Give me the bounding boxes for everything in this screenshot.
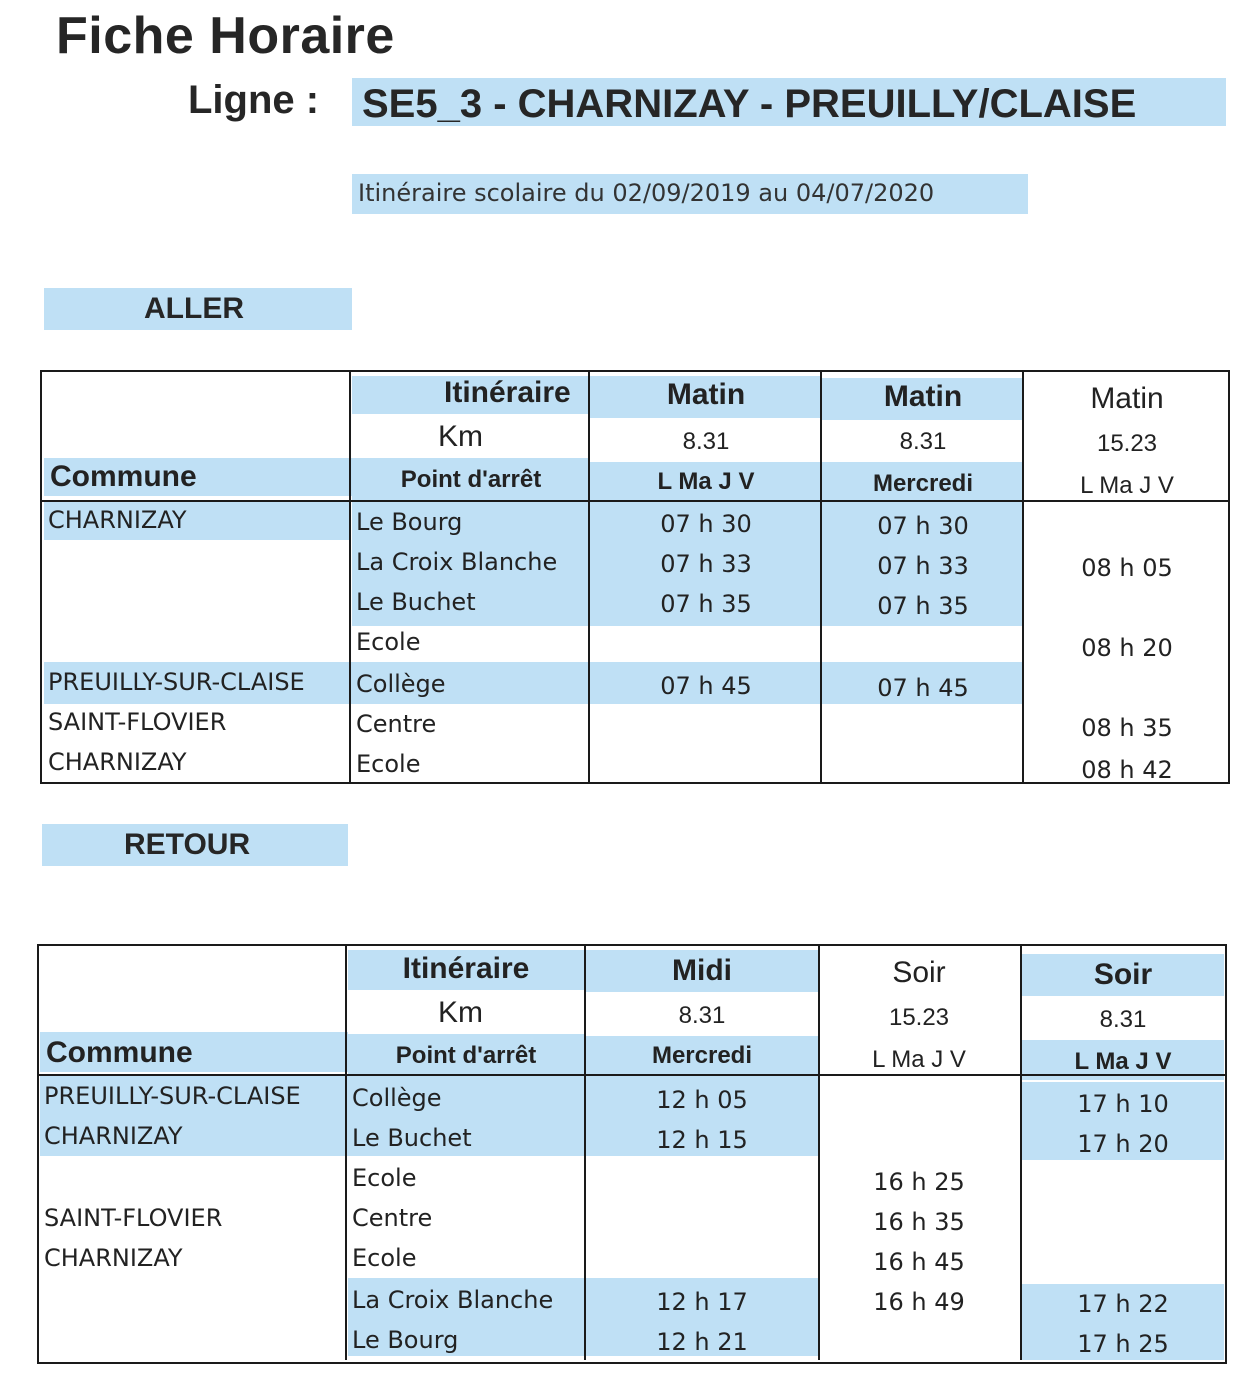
retour-service-2-days: L Ma J V — [872, 1046, 966, 1073]
retour-row-5-time-2: 16 h 45 — [873, 1248, 965, 1276]
aller-row-1-stop: Le Bourg — [356, 508, 463, 536]
section-aller-label: ALLER — [44, 288, 352, 330]
retour-row-4-stop: Centre — [352, 1204, 433, 1232]
aller-header-rule — [40, 500, 1230, 502]
retour-row-5-commune: CHARNIZAY — [44, 1244, 183, 1272]
page-title: Fiche Horaire — [56, 7, 395, 65]
retour-service-3-km: 8.31 — [1099, 1006, 1147, 1033]
aller-row-4-stop: Ecole — [356, 628, 421, 656]
retour-row-2-time-3: 17 h 20 — [1077, 1130, 1169, 1158]
aller-row-2-stop: La Croix Blanche — [356, 548, 558, 576]
aller-row-3-time-2: 07 h 35 — [877, 592, 969, 620]
aller-row-1-time-2: 07 h 30 — [877, 512, 969, 540]
retour-service-3-label: Soir — [1093, 958, 1153, 991]
aller-service-2-days: Mercredi — [872, 470, 974, 497]
retour-row-6-stop: La Croix Blanche — [352, 1286, 554, 1314]
retour-row-1-time-1: 12 h 05 — [656, 1086, 748, 1114]
retour-service-2-km: 15.23 — [888, 1004, 950, 1031]
retour-row-6-time-2: 16 h 49 — [873, 1288, 965, 1316]
aller-col-itineraire: Itinéraire — [444, 376, 571, 409]
aller-row-1-commune: CHARNIZAY — [48, 506, 187, 534]
section-retour-label: RETOUR — [42, 824, 348, 866]
aller-service-2-label: Matin — [883, 380, 963, 413]
aller-row-3-time-1: 07 h 35 — [660, 590, 752, 618]
aller-service-3-days: L Ma J V — [1080, 472, 1174, 499]
aller-service-1-km: 8.31 — [682, 428, 730, 455]
retour-col-km: Km — [438, 996, 483, 1029]
retour-row-3-stop: Ecole — [352, 1164, 417, 1192]
retour-row-2-commune: CHARNIZAY — [44, 1122, 183, 1150]
retour-row-6-time-1: 12 h 17 — [656, 1288, 748, 1316]
validity-period: Itinéraire scolaire du 02/09/2019 au 04/07/2020 — [352, 174, 1028, 214]
retour-row-7-time-1: 12 h 21 — [656, 1328, 748, 1356]
aller-service-3-label: Matin — [1090, 382, 1164, 415]
aller-service-3-time-3: 08 h 35 — [1081, 714, 1173, 742]
retour-service-1-label: Midi — [672, 954, 732, 987]
retour-row-4-commune: SAINT-FLOVIER — [44, 1204, 223, 1232]
aller-service-2-km: 8.31 — [899, 428, 947, 455]
retour-row-1-stop: Collège — [352, 1084, 442, 1112]
retour-service-1-km: 8.31 — [678, 1002, 726, 1029]
aller-row-2-time-1: 07 h 33 — [660, 550, 752, 578]
aller-service-3-time-1: 08 h 05 — [1081, 554, 1173, 582]
aller-row-7-stop: Ecole — [356, 750, 421, 778]
retour-col-itineraire: Itinéraire — [402, 952, 530, 985]
aller-row-2-time-2: 07 h 33 — [877, 552, 969, 580]
aller-row-5-time-1: 07 h 45 — [660, 672, 752, 700]
retour-row-7-stop: Le Bourg — [352, 1326, 459, 1354]
retour-col-point: Point d'arrêt — [395, 1042, 537, 1069]
aller-row-7-commune: CHARNIZAY — [48, 748, 187, 776]
aller-service-3-km: 15.23 — [1096, 430, 1158, 457]
aller-row-6-stop: Centre — [356, 710, 437, 738]
retour-row-3-time-2: 16 h 25 — [873, 1168, 965, 1196]
retour-row-6-time-3: 17 h 22 — [1077, 1290, 1169, 1318]
retour-row-1-time-3: 17 h 10 — [1077, 1090, 1169, 1118]
aller-row-5-commune: PREUILLY-SUR-CLAISE — [48, 668, 305, 696]
aller-col-point: Point d'arrêt — [400, 466, 542, 493]
line-name: SE5_3 - CHARNIZAY - PREUILLY/CLAISE — [352, 78, 1226, 126]
retour-service-3-days: L Ma J V — [1074, 1048, 1172, 1075]
retour-divider-1 — [345, 946, 347, 1360]
retour-row-2-time-1: 12 h 15 — [656, 1126, 748, 1154]
aller-service-1-label: Matin — [666, 378, 746, 411]
aller-col-commune: Commune — [50, 460, 197, 493]
aller-col-km: Km — [438, 420, 483, 453]
retour-row-4-time-2: 16 h 35 — [873, 1208, 965, 1236]
retour-row-1-commune: PREUILLY-SUR-CLAISE — [44, 1082, 301, 1110]
retour-service-2-label: Soir — [892, 956, 946, 989]
aller-row-6-commune: SAINT-FLOVIER — [48, 708, 227, 736]
aller-row-5-time-2: 07 h 45 — [877, 674, 969, 702]
aller-row-3-stop: Le Buchet — [356, 588, 476, 616]
aller-service-3-time-2: 08 h 20 — [1081, 634, 1173, 662]
retour-row-7-time-3: 17 h 25 — [1077, 1330, 1169, 1358]
line-label: Ligne : — [188, 78, 320, 122]
retour-row-2-stop: Le Buchet — [352, 1124, 472, 1152]
retour-service-1-days: Mercredi — [651, 1042, 753, 1069]
aller-row-5-stop: Collège — [356, 670, 446, 698]
retour-row-5-stop: Ecole — [352, 1244, 417, 1272]
aller-service-3-time-4: 08 h 42 — [1081, 756, 1173, 784]
aller-divider-1 — [349, 372, 351, 782]
retour-col-commune: Commune — [46, 1036, 193, 1069]
aller-row-1-time-1: 07 h 30 — [660, 510, 752, 538]
aller-service-1-days: L Ma J V — [657, 468, 755, 495]
